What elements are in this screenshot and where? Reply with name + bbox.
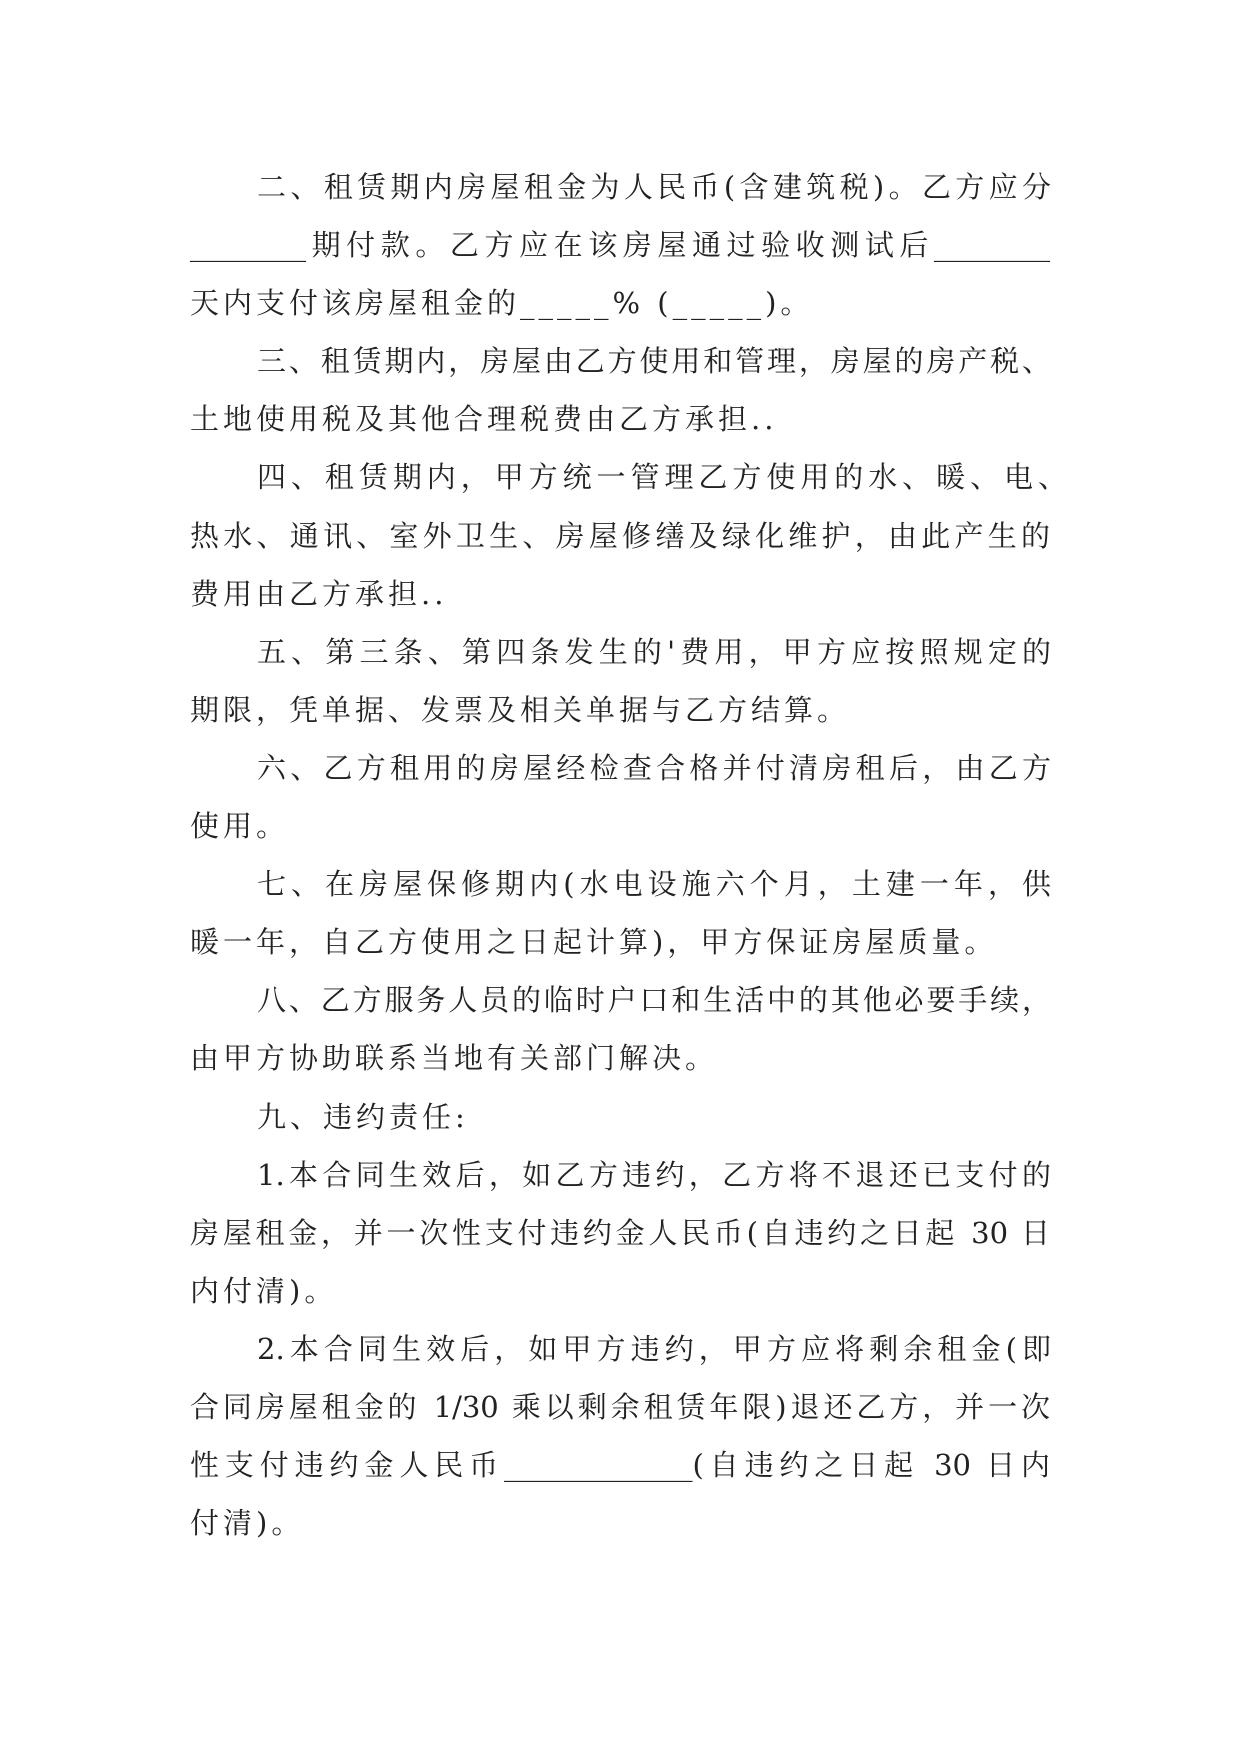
- text-line: 2.本合同生效后，如甲方违约，甲方应将剩余租金(即: [257, 1331, 1051, 1366]
- text-line: 九、违约责任:: [257, 1099, 469, 1134]
- text-line: 房屋租金，并一次性支付违约金人民币(自违约之日起 30 日: [190, 1215, 1050, 1250]
- paragraph-taxes: [0, 332, 1241, 448]
- text-line: 三、租赁期内，房屋由乙方使用和管理，房屋的房产税、: [257, 344, 1051, 379]
- paragraph-usage: [0, 739, 1241, 855]
- text-line: 热水、通讯、室外卫生、房屋修缮及绿化维护，由此产生的: [190, 518, 1050, 553]
- text-line: 性支付违约金人民币_____________(自违约之日起 30 日内: [190, 1448, 1050, 1483]
- text-line: 1.本合同生效后，如乙方违约，乙方将不退还已支付的: [257, 1157, 1051, 1192]
- contract-body: [0, 158, 1241, 1552]
- text-line: 暖一年，自乙方使用之日起计算)，甲方保证房屋质量。: [190, 925, 998, 960]
- text-line: 土地使用税及其他合理税费由乙方承担..: [190, 402, 778, 437]
- text-line: 七、在房屋保修期内(水电设施六个月，土建一年，供: [257, 867, 1051, 902]
- paragraph-settlement: [0, 623, 1241, 739]
- text-line: 由甲方协助联系当地有关部门解决。: [190, 1041, 719, 1076]
- paragraph-residency: [0, 971, 1241, 1087]
- text-line: 八、乙方服务人员的临时户口和生活中的其他必要手续，: [257, 983, 1051, 1018]
- text-line: 使用。: [190, 809, 290, 844]
- text-line: 二、租赁期内房屋租金为人民币(含建筑税)。乙方应分: [257, 170, 1051, 204]
- text-line: 天内支付该房屋租金的_____% (_____)。: [190, 286, 814, 321]
- text-line: 内付清)。: [190, 1273, 338, 1308]
- text-line: ________期付款。乙方应在该房屋通过验收测试后________: [190, 228, 1050, 263]
- paragraph-warranty: [0, 855, 1241, 971]
- text-line: 期限，凭单据、发票及相关单据与乙方结算。: [190, 692, 851, 727]
- clause-1: [0, 1146, 1241, 1320]
- text-line: 四、租赁期内，甲方统一管理乙方使用的水、暖、电、: [257, 460, 1067, 495]
- paragraph-rent: [0, 158, 1241, 332]
- text-line: 五、第三条、第四条发生的'费用，甲方应按照规定的: [257, 634, 1051, 669]
- text-line: 合同房屋租金的 1/30 乘以剩余租赁年限)退还乙方，并一次: [190, 1389, 1050, 1424]
- section-heading-breach: [0, 1088, 1241, 1146]
- text-line: 付清)。: [190, 1506, 305, 1541]
- paragraph-utilities: [0, 448, 1241, 622]
- clause-2: [0, 1320, 1241, 1552]
- text-line: 六、乙方租用的房屋经检查合格并付清房租后，由乙方: [257, 750, 1051, 785]
- text-line: 费用由乙方承担..: [190, 576, 448, 611]
